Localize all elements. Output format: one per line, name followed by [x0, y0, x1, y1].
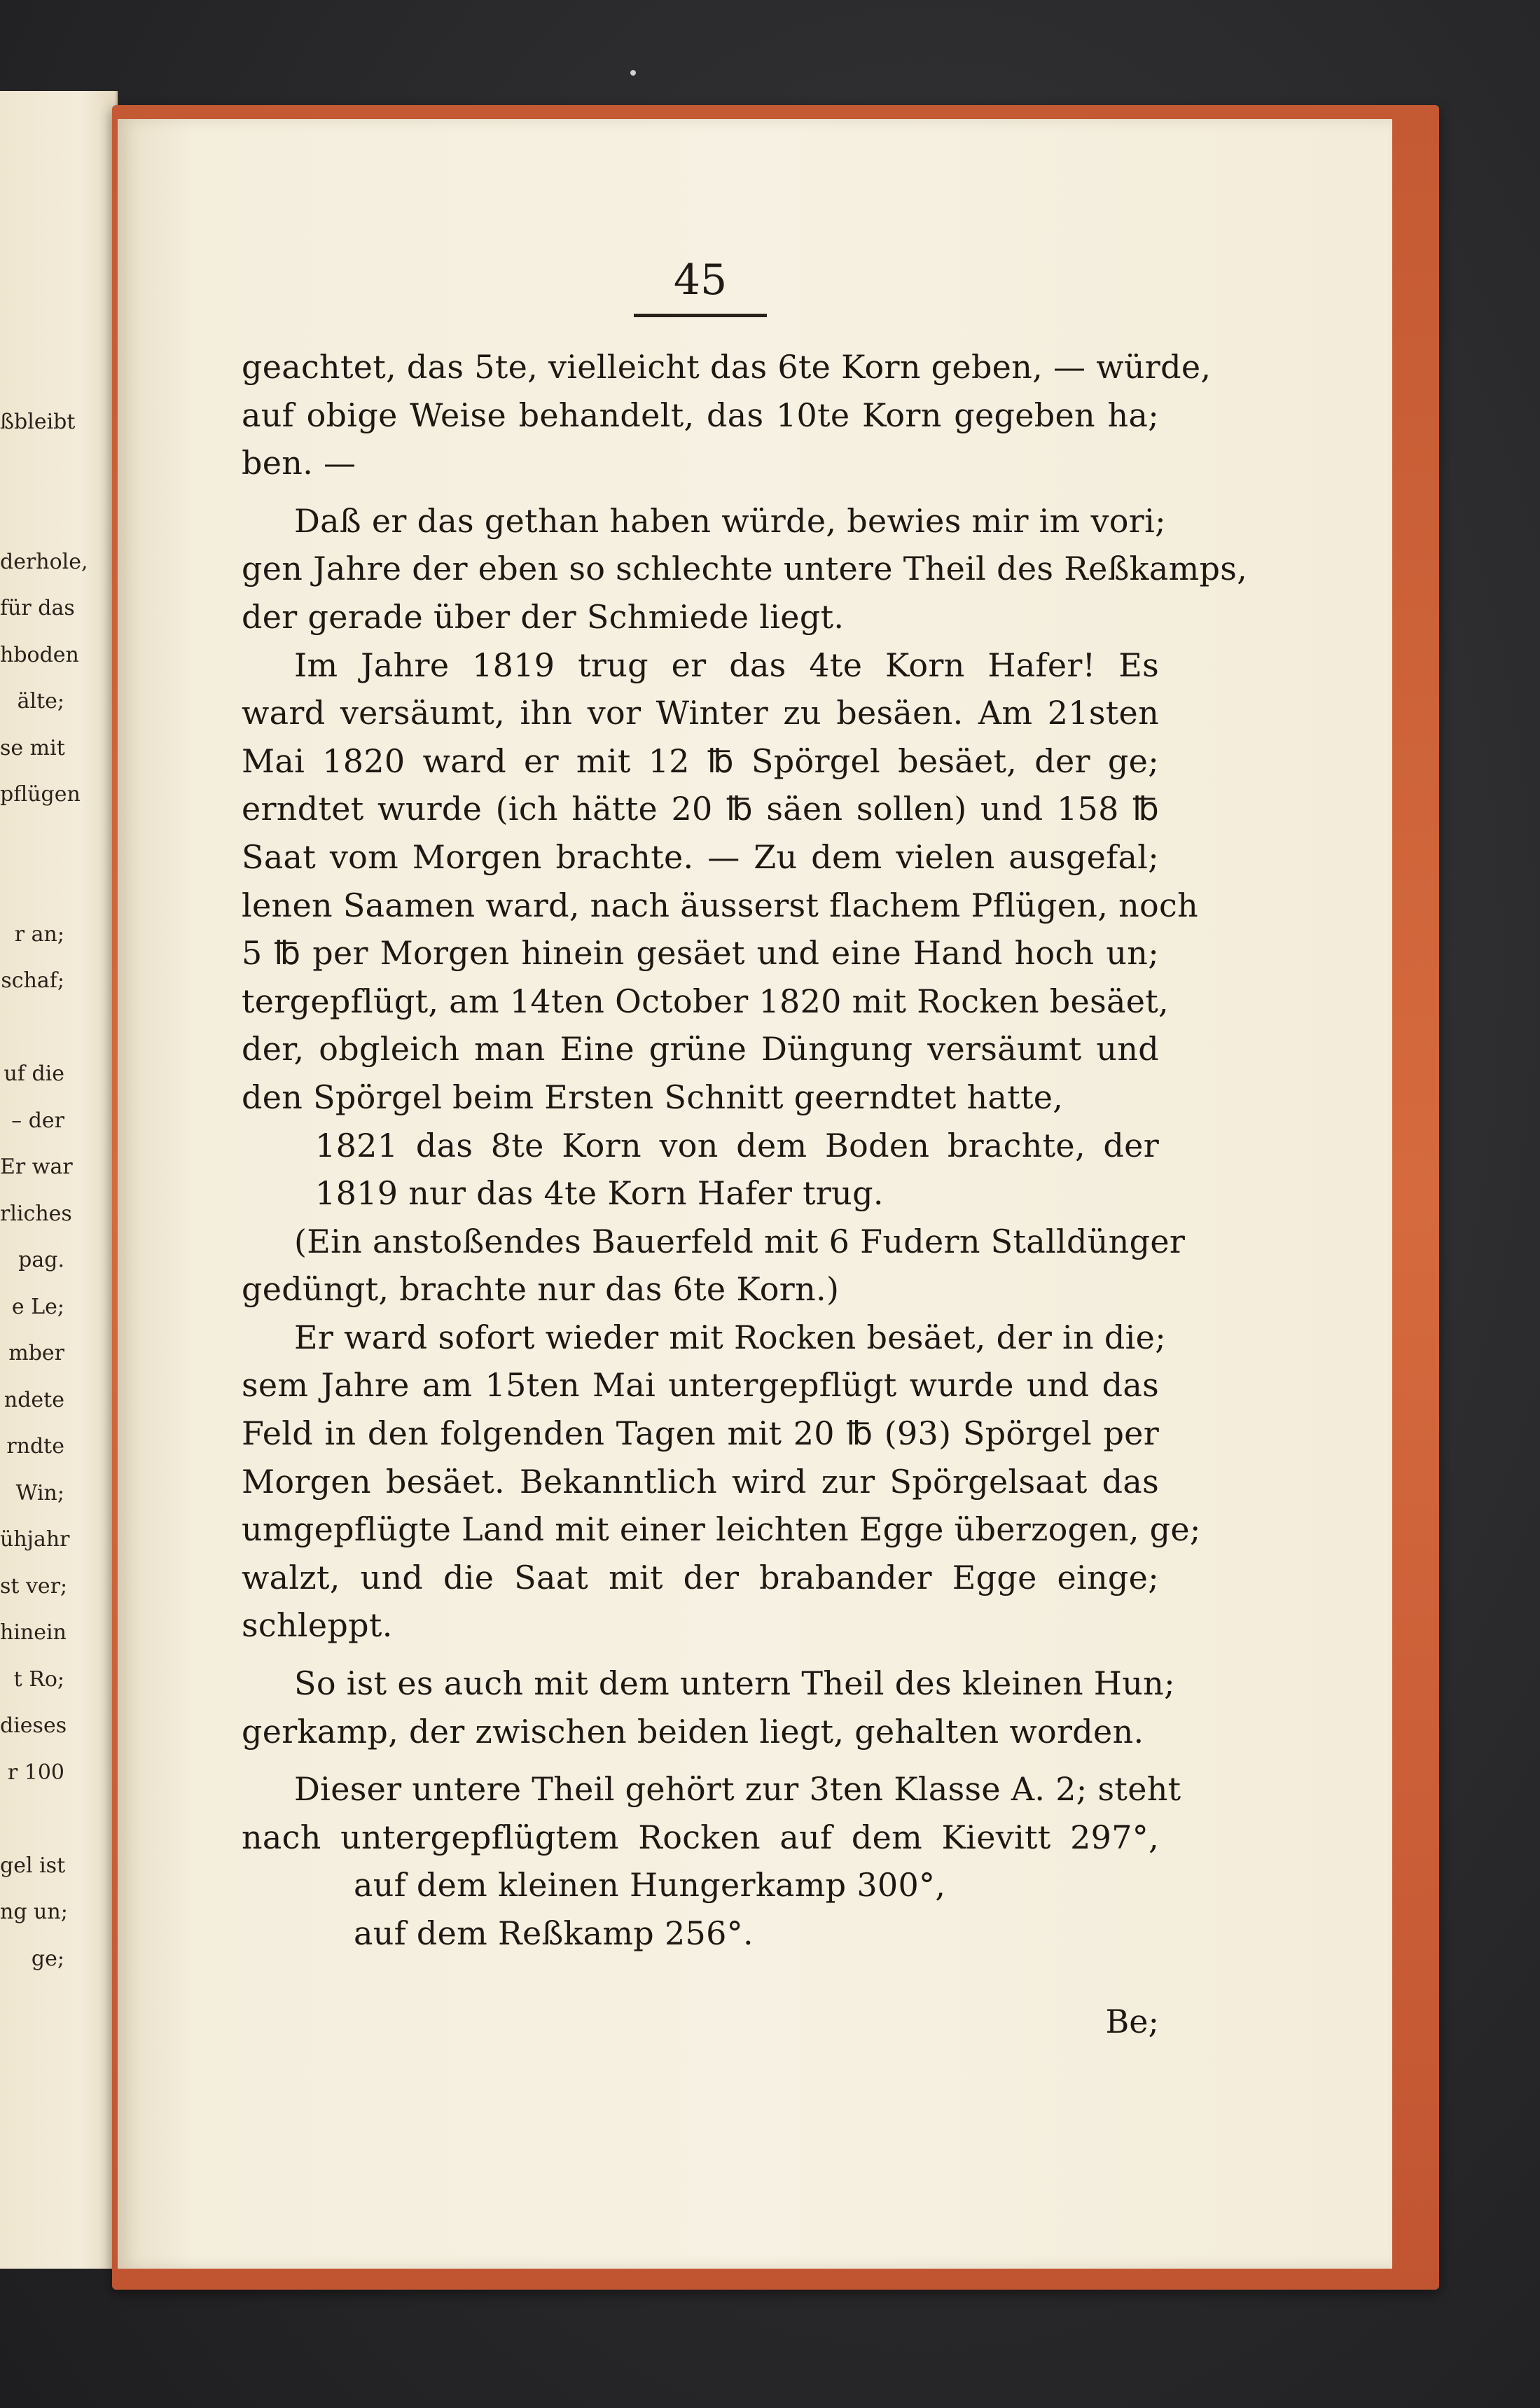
text-line: Daß er das gethan haben würde, bewies mir im vori; — [294, 501, 1166, 540]
fragment-line: st ver; — [0, 1573, 68, 1599]
text-line: 1819 nur das 4te Korn Hafer trug. — [315, 1174, 884, 1213]
fragment-line: pag. — [18, 1248, 64, 1272]
text-line: 1821 das 8te Korn von dem Boden brachte, der — [315, 1126, 1159, 1164]
body-text — [242, 343, 1248, 1958]
text-line: So ist es auch mit dem untern Theil des kleinen Hun; — [294, 1664, 1175, 1703]
text-line: Im Jahre 1819 trug er das 4te Korn Hafer! Es — [294, 646, 1159, 684]
fragment-line — [0, 1796, 64, 1843]
fragment-line: dieses — [0, 1713, 67, 1738]
fragment-line: älte; — [17, 689, 64, 714]
fragment-line — [0, 446, 64, 493]
text-line: schleppt. — [242, 1606, 393, 1645]
fragment-line: für das — [0, 596, 75, 620]
text-line: Morgen besäet. Bekanntlich wird zur Spörgelsaat das — [242, 1462, 1159, 1501]
fragment-line — [0, 492, 64, 539]
fragment-line: r an; — [14, 921, 64, 947]
text-line: ward versäumt, ihn vor Winter zu besäen. Am 21sten — [242, 694, 1159, 732]
fragment-line: derhole, — [0, 549, 88, 574]
fragment-line: ng un; — [0, 1900, 68, 1924]
catchword: Be; — [1105, 2003, 1159, 2040]
fragment-line: Win; — [15, 1480, 64, 1505]
fragment-line: hboden — [0, 642, 79, 667]
text-line: erndtet wurde (ich hätte 20 ℔ säen sollen) und 158 ℔ — [242, 790, 1159, 828]
text-line: Saat vom Morgen brachte. — Zu dem vielen ausgefal; — [242, 837, 1159, 876]
text-line: Dieser untere Theil gehört zur 3ten Klasse A. 2; steht — [294, 1770, 1181, 1809]
fragment-line — [0, 865, 64, 912]
fragment-line: e Le; — [11, 1294, 64, 1319]
text-line: ben. — — [242, 444, 356, 482]
fragment-line: Er war — [0, 1155, 73, 1179]
fragment-line: gel ist — [0, 1853, 66, 1878]
page-number-rule — [634, 314, 767, 317]
dust-speck — [630, 70, 636, 76]
text-line: gerkamp, der zwischen beiden liegt, gehalten worden. — [242, 1712, 1144, 1751]
text-line: den Spörgel beim Ersten Schnitt geerndtet hatte, — [242, 1078, 1064, 1116]
fragment-line: ühjahr — [0, 1527, 70, 1552]
page-number: 45 — [673, 256, 728, 305]
fragment-line: schaf; — [1, 968, 64, 993]
text-line: 5 ℔ per Morgen hinein gesäet und eine Hand hoch un; — [242, 934, 1159, 973]
text-line: Er ward sofort wieder mit Rocken besäet, der in die; — [294, 1318, 1166, 1356]
fragment-line: ndete — [4, 1387, 64, 1412]
text-line: gedüngt, brachte nur das 6te Korn.) — [242, 1270, 840, 1309]
text-line: gen Jahre der eben so schlechte untere Theil des Reßkamps, — [242, 550, 1248, 588]
fragment-line: rndte — [6, 1434, 64, 1459]
fragment-line: pflügen — [0, 782, 81, 807]
fragment-line — [0, 1005, 64, 1052]
fragment-line: rliches — [0, 1201, 72, 1226]
text-line: umgepflügte Land mit einer leichten Egge überzogen, ge; — [242, 1510, 1201, 1549]
text-line: auf obige Weise behandelt, das 10te Korn gegeben ha; — [242, 396, 1159, 434]
text-line: tergepflügt, am 14ten October 1820 mit Rocken besäet, — [242, 982, 1169, 1020]
fragment-line: – der — [11, 1108, 64, 1133]
fragment-line: uf die — [4, 1062, 64, 1086]
text-line: Feld in den folgenden Tagen mit 20 ℔ (93) Spörgel per — [242, 1414, 1159, 1453]
text-line: der gerade über der Schmiede liegt. — [242, 597, 845, 636]
fragment-line: mber — [8, 1341, 64, 1365]
text-line: nach untergepflügtem Rocken auf dem Kievitt 297°, — [242, 1818, 1159, 1856]
fragment-line: t Ro; — [13, 1666, 64, 1692]
fragment-line: r 100 — [7, 1760, 64, 1785]
text-line: geachtet, das 5te, vielleicht das 6te Korn geben, — würde, — [242, 348, 1212, 386]
text-line: der, obgleich man Eine grüne Düngung versäumt und — [242, 1030, 1159, 1069]
fragment-line: ge; — [31, 1946, 64, 1971]
fragment-line: hinein — [0, 1620, 67, 1645]
fragment-line — [0, 819, 64, 865]
text-line: auf dem kleinen Hungerkamp 300°, — [354, 1866, 946, 1905]
text-line: sem Jahre am 15ten Mai untergepflügt wurde und das — [242, 1366, 1159, 1405]
text-line: lenen Saamen ward, nach äusserst flachem Pflügen, noch — [242, 886, 1198, 924]
previous-page — [0, 91, 118, 2269]
previous-page-text — [0, 399, 88, 1982]
text-line: (Ein anstoßendes Bauerfeld mit 6 Fudern Stalldünger — [294, 1222, 1186, 1260]
text-line: Mai 1820 ward er mit 12 ℔ Spörgel besäet, der ge; — [242, 742, 1159, 780]
fragment-line: ßbleibt — [0, 410, 76, 434]
text-line: auf dem Reßkamp 256°. — [354, 1914, 754, 1952]
fragment-line: se mit — [0, 735, 65, 760]
text-line: walzt, und die Saat mit der brabander Egge einge; — [242, 1558, 1159, 1596]
